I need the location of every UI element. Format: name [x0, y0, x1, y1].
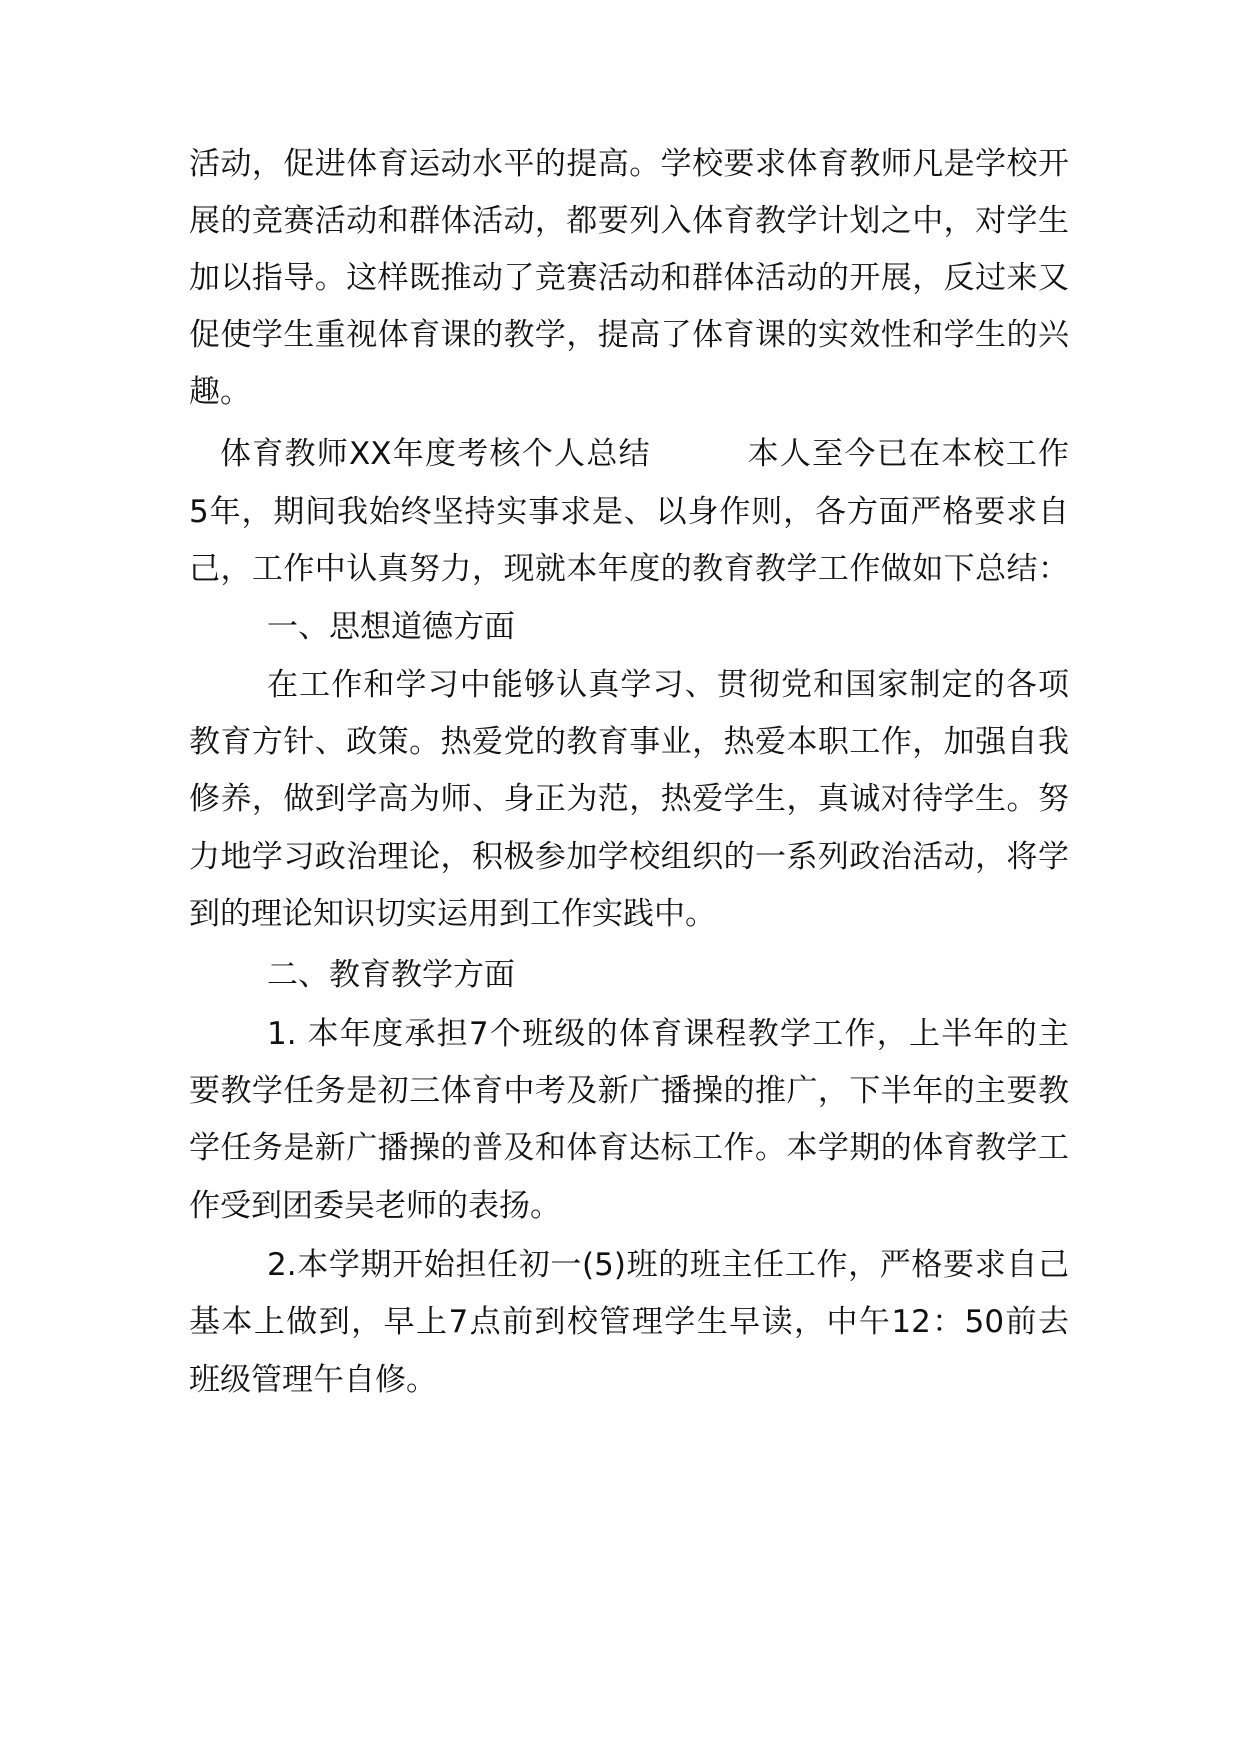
body-text-line: 到的理论知识切实运用到工作实践中。 [189, 896, 716, 932]
body-text-line: 要教学任务是初三体育中考及新广播操的推广，下半年的主要教 [189, 1073, 1069, 1109]
body-text-line: 在工作和学习中能够认真学习、贯彻党和国家制定的各项 [267, 667, 1069, 703]
body-text-line: 促使学生重视体育课的教学，提高了体育课的实效性和学生的兴 [189, 317, 1069, 353]
body-text-line: 展的竞赛活动和群体活动，都要列入体育教学计划之中，对学生 [189, 203, 1069, 239]
section-heading: 二、教育教学方面 [267, 957, 515, 993]
body-text-line: 基本上做到，早上7点前到校管理学生早读，中午12：50前去 [189, 1304, 1069, 1340]
body-text-line: 班级管理午自修。 [189, 1362, 437, 1398]
body-text-line: 力地学习政治理论，积极参加学校组织的一系列政治活动，将学 [189, 839, 1069, 875]
body-text-line: 学任务是新广播操的普及和体育达标工作。本学期的体育教学工 [189, 1130, 1069, 1166]
body-text-line: 作受到团委吴老师的表扬。 [189, 1188, 561, 1224]
section-heading: 一、思想道德方面 [267, 609, 515, 645]
body-text-line: 加以指导。这样既推动了竞赛活动和群体活动的开展，反过来又 [189, 260, 1069, 296]
list-item-line: 1. 本年度承担7个班级的体育课程教学工作，上半年的主 [267, 1016, 1069, 1052]
document-title-line: 体育教师XX年度考核个人总结 本人至今已在本校工作 [220, 436, 1069, 472]
body-text-line: 修养，做到学高为师、身正为范，热爱学生，真诚对待学生。努 [189, 781, 1069, 817]
body-text-line: 教育方针、政策。热爱党的教育事业，热爱本职工作，加强自我 [189, 724, 1069, 760]
body-text-line: 5年，期间我始终坚持实事求是、以身作则，各方面严格要求自 [189, 494, 1069, 530]
body-text-line: 活动，促进体育运动水平的提高。学校要求体育教师凡是学校开 [189, 146, 1069, 182]
list-item-line: 2.本学期开始担任初一(5)班的班主任工作，严格要求自己 [267, 1247, 1069, 1283]
body-text-line: 趣。 [189, 374, 251, 410]
body-text-line: 己，工作中认真努力，现就本年度的教育教学工作做如下总结： [189, 551, 1069, 587]
